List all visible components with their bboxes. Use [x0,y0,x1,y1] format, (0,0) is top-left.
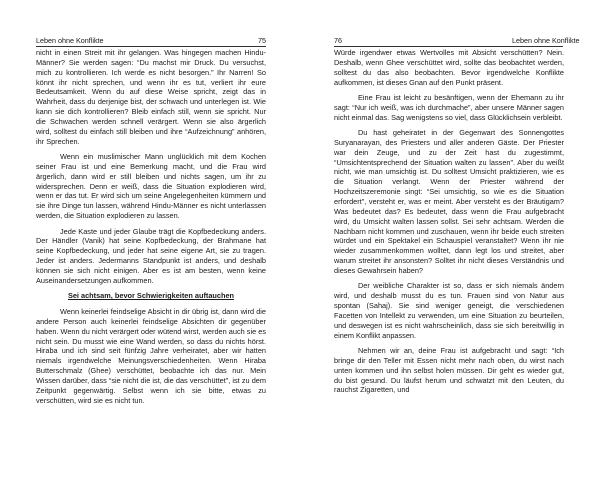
running-title: Leben ohne Konflikte [36,36,104,45]
paragraph: Der weibliche Charakter ist so, dass er sich niemals ändern wird, und deshalb musst du es tun. Frauen sind von Natur aus spontan (Sahaj). Sie sind weniger geneigt, die verschiedenen Facetten von Intellekt zu verwenden, um eine Situation zu beurteilen, und deswegen ist es nicht wahrscheinlich, dass sie sich bereitwillig in einem Konflikt anpassen. [334,281,564,340]
page-number: 75 [258,36,266,45]
paragraph: Du hast geheiratet in der Gegenwart des Sonnengottes Suryanarayan, des Priesters und aller anderen Gäste. Der Priester war dein Zeuge, und zu der Zeit hast du zugestimmt, “Umsichtentsprechend der Situation walten zu lassen”. Aber du weißt nicht, wie man umsichtig ist. Du solltest Umsicht praktizieren, wie es die Situation verlangt. Wenn der Priester während der Hochzeitszeremonie singt: “Sei umsichtig, so wie es die Situation erfordert”, versteht er, was er meint. Aber versteht es der Bräutigam? Was bedeutet das? Es bedeutet, dass wenn die Frau aufgebracht wird, du Umsicht walten lassen sollst. Sei sehr achtsam. Werden die Nachbarn nicht kommen und zuschauen, wenn ihr beide euch streiten würdet und ein Spektakel ein Schauspiel veranstaltet? Wenn ihr nie wieder zusammenkommen wolltet, dann legt los und streitet, aber warum streitet ihr ansonsten? Solltet ihr nicht dieses Verständnis und dieses Gewahrsein haben? [334,128,564,275]
paragraph: Wenn keinerlei feindselige Absicht in dir übrig ist, dann wird die andere Person auch keinerlei feindselige Absichten dir gegenüber haben. Wenn du nicht verärgert oder wütend wirst, werden auch sie es nicht sein. Du musst wie eine Wand werden, so dass du nichts hörst. Hiraba und ich sind seit fünfzig Jahre verheiratet, aber wir hatten niemals irgendwelche Meinungsverschiedenheiten. Wenn Hiraba Butterschmalz (Ghee) verschüttet, beobachte ich das nur. Mein Wissen darüber, dass “sie nicht die ist, die das verschüttet”, ist zu dem Zeitpunkt gegenwärtig. Selbst wenn ich sie bitte, etwas zu verschütten, wird sie es nicht tun. [36,307,266,405]
paragraph: Wenn ein muslimischer Mann unglücklich mit dem Kochen seiner Frau ist und eine Bemerkung macht, und die Frau wird ärgerlich, dann wird er still bleiben und nichts sagen, um ihr zu widersprechen. Denn er weiß, dass die Situation explodieren wird, wenn er das tut. Er wird sich um seine Angelegenheiten kümmern und sie ihre Dinge tun lassen, während Hindu-Männer es nicht unterlassen werden, die Situation explodieren zu lassen. [36,152,266,221]
paragraph: Jede Kaste und jeder Glaube trägt die Kopfbedeckung anders. Der Händler (Vanik) hat seine Kopfbedeckung, der Brahmane hat seine Kopfbedeckung, und jeder hat seine eigene Art, sie zu tragen. Jeder ist anders. Jedermanns Standpunkt ist anders, und deshalb können sie sich nicht einigen. Aber es ist am besten, wenn keine Auseinandersetzungen aufkommen. [36,226,266,285]
paragraph: Eine Frau ist leicht zu besänftigen, wenn der Ehemann zu ihr sagt: “Nur ich weiß, was ich durchmache”, aber unsere Männer sagen nicht einmal das. Sag wenigstens so viel, dass Glücklichsein verbleibt. [334,92,564,122]
paragraph: Nehmen wir an, deine Frau ist aufgebracht und sagt: “Ich bringe dir den Teller mit Essen nicht mehr nach oben, du wirst nach unten kommen und ihn selbst holen müssen. Dir geht es wieder gut, du bist gesund. Du läufst herum und schwatzt mit den Leuten, du rauchst Zigaretten, und [334,346,564,395]
left-page-body [36,48,266,411]
page-number: 76 [334,36,342,45]
right-page [300,0,599,484]
right-page-body [334,48,564,401]
header-rule [36,46,266,47]
header-rule [334,46,563,47]
running-title: Leben ohne Konflikte [512,36,580,45]
paragraph: Würde irgendwer etwas Wertvolles mit Absicht verschütten? Nein. Deshalb, wenn Ghee verschüttet wird, sollte das beobachtet werden, solltest du das also beobachten. Bevor irgendwelche Konflikte aufkommen, ist dieses Gnan auf den Punkt präsent. [334,48,564,87]
section-heading: Sei achtsam, bevor Schwierigkeiten auftauchen [67,291,235,301]
paragraph: nicht in einen Streit mit ihr gelangen. Was hingegen machen Hindu-Männer? Sie werden sagen: “Du machst mir Druck. Du versuchst, mich zu kontrollieren. Ich werde es nicht besorgen.” Ihr Narren! So könnt ihr nicht sprechen, und wenn ihr es tut, verliert ihr eure Bedeutsamkeit. Wenn du auf diese Weise spricht, zeigt das in Wahrheit, dass du derjenige bist, der schwach und unterlegen ist. Wie kann sie dich kontrollieren? Bleib einfach still, wenn sie spricht. Nur die Schwachen werden schnell verärgert. Wenn sie also ärgerlich wird, solltest du einfach still bleiben und ihre “Aufzeichnung” anhören, ihr Sprechen. [36,48,266,146]
